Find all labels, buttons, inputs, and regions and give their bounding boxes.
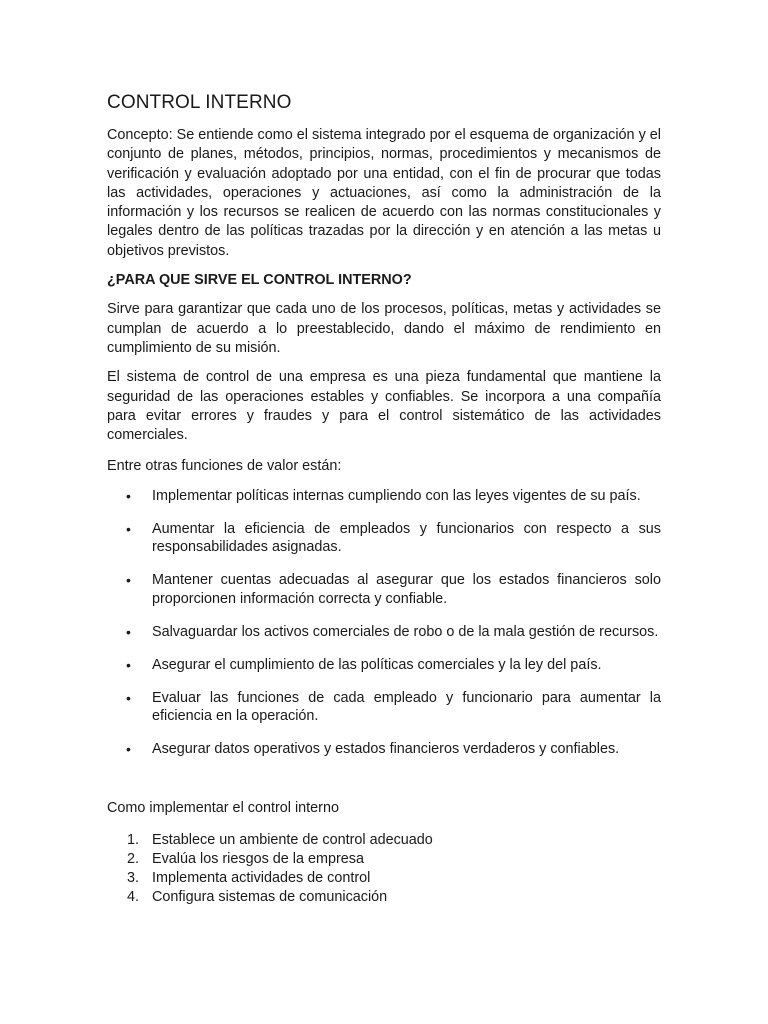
numbered-item: [107, 869, 661, 888]
item-number: 4.: [127, 888, 140, 905]
item-text: Establece un ambiente de control adecuado: [152, 831, 433, 848]
list-item-text: Evaluar las funciones de cada empleado y funcionario para aumentar la eficiencia en la operación.: [152, 689, 661, 725]
bullet-icon: •: [126, 623, 131, 640]
numbered-item: [107, 831, 661, 850]
sistema-paragraph: El sistema de control de una empresa es una pieza fundamental que mantiene la seguridad de las operaciones estables y confiables. Se incorpora a una compañía para evitar errores y fraudes y para el control sistemático de las actividades comerciales.: [107, 369, 661, 444]
sirve-paragraph: Sirve para garantizar que cada uno de los procesos, políticas, metas y actividades se cumplan de acuerdo a lo preestablecido, dando el máximo de rendimiento en cumplimiento de su misión.: [107, 301, 661, 356]
item-number: 3.: [127, 869, 140, 886]
numbered-item: [107, 850, 661, 869]
list-item-text: Asegurar datos operativos y estados financieros verdaderos y confiables.: [152, 741, 620, 758]
list-item-text: Asegurar el cumplimiento de las políticas comerciales y la ley del país.: [152, 656, 602, 673]
list-item: [107, 740, 661, 759]
list-item-text: Aumentar la eficiencia de empleados y funcionarios con respecto a sus responsabilidades asignadas.: [152, 520, 661, 556]
bullet-icon: •: [126, 520, 131, 537]
bullet-icon: •: [126, 741, 131, 758]
item-text: Evalúa los riesgos de la empresa: [152, 850, 364, 867]
implementar-intro: Como implementar el control interno: [107, 800, 339, 817]
concepto-paragraph: Concepto: Se entiende como el sistema integrado por el esquema de organización y el conjunto de planes, métodos, principios, normas, procedimientos y mecanismos de verificación y evaluación adoptado por una entidad, con el fin de procurar que todas las actividades, operaciones y actuaciones, así como la administración de la información y los recursos se realicen de acuerdo con las normas constitucionales y legales dentro de las políticas trazadas por la dirección y en atención a las metas u objetivos previstos.: [107, 127, 661, 259]
funciones-list: [107, 487, 661, 759]
section-heading: ¿PARA QUE SIRVE EL CONTROL INTERNO?: [107, 272, 412, 289]
list-item: [107, 623, 661, 642]
spacer: [107, 773, 661, 799]
item-text: Implementa actividades de control: [152, 869, 371, 886]
list-item-text: Mantener cuentas adecuadas al asegurar que los estados financieros solo proporcionen información correcta y confiable.: [152, 572, 661, 607]
item-text: Configura sistemas de comunicación: [152, 888, 388, 905]
bullet-icon: •: [126, 487, 131, 504]
list-item-text: Implementar políticas internas cumpliendo con las leyes vigentes de su país.: [152, 487, 641, 504]
item-number: 1.: [127, 831, 140, 848]
list-item: [107, 571, 661, 608]
page-title: CONTROL INTERNO: [107, 92, 292, 113]
bullet-icon: •: [126, 689, 131, 706]
list-item: [107, 520, 661, 557]
list-item-text: Salvaguardar los activos comerciales de robo o de la mala gestión de recursos.: [152, 623, 659, 640]
pasos-list: [107, 831, 661, 907]
list-item: [107, 656, 661, 675]
list-item: [107, 689, 661, 726]
numbered-item: [107, 888, 661, 907]
bullet-icon: •: [126, 572, 131, 589]
funciones-intro: Entre otras funciones de valor están:: [107, 458, 342, 475]
list-item: [107, 487, 661, 506]
bullet-icon: •: [126, 656, 131, 673]
item-number: 2.: [127, 850, 140, 867]
